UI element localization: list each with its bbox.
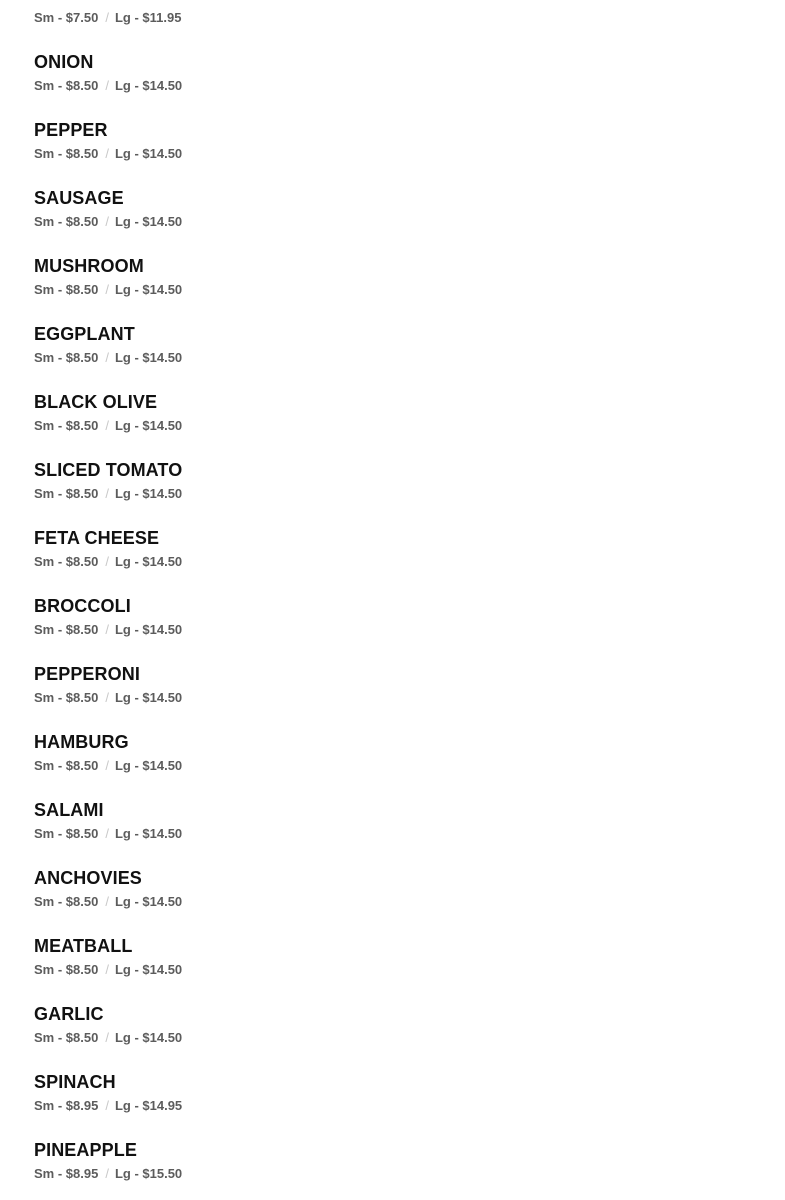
price-separator: / [105,282,109,297]
menu-item-prices [34,826,182,842]
price-separator: / [105,758,109,773]
small-price: Sm - $8.50 [34,690,99,705]
menu-item-name: PEPPERONI [34,664,140,684]
menu-item-name: FETA CHEESE [34,528,160,548]
large-price: Lg - $14.50 [114,418,183,433]
large-price: Lg - $14.50 [114,758,183,773]
menu-item-salami [34,792,754,860]
small-price: Sm - $8.50 [34,758,99,773]
menu-item-spinach [34,1064,754,1132]
price-separator: / [105,962,109,977]
menu-item-prices [34,282,182,298]
large-price: Lg - $14.50 [114,214,183,229]
price-separator: / [105,1098,109,1113]
menu-item-name: SLICED TOMATO [34,460,183,480]
small-price: Sm - $8.95 [34,1098,99,1113]
menu-item-pepperoni [34,656,754,724]
menu-item-sausage [34,180,754,248]
menu-item-prices [34,10,181,26]
menu-item-prices [34,418,182,434]
menu-item-prices [34,962,182,978]
menu-item-name: SAUSAGE [34,188,124,208]
menu-item-name: MEATBALL [34,936,133,956]
menu-item [34,0,754,44]
large-price: Lg - $15.50 [114,1166,183,1181]
menu-item-sliced-tomato [34,452,754,520]
menu-item-prices [34,486,182,502]
price-separator: / [105,78,109,93]
menu-item-prices [34,894,182,910]
price-separator: / [105,1166,109,1181]
large-price: Lg - $14.50 [114,282,183,297]
menu-item-name: MUSHROOM [34,256,144,276]
menu-item-name: HAMBURG [34,732,129,752]
price-separator: / [105,690,109,705]
large-price: Lg - $14.50 [114,826,183,841]
menu-item-prices [34,622,182,638]
menu-item-prices [34,78,182,94]
menu-item-mushroom [34,248,754,316]
large-price: Lg - $14.50 [114,690,183,705]
menu-item-name: BLACK OLIVE [34,392,158,412]
small-price: Sm - $8.50 [34,894,99,909]
small-price: Sm - $7.50 [34,10,99,25]
menu-item-name: GARLIC [34,1004,104,1024]
small-price: Sm - $8.50 [34,78,99,93]
menu-item-name: PEPPER [34,120,108,140]
small-price: Sm - $8.50 [34,486,99,501]
small-price: Sm - $8.50 [34,554,99,569]
menu-item-black-olive [34,384,754,452]
small-price: Sm - $8.50 [34,826,99,841]
price-separator: / [105,350,109,365]
menu-item-meatball [34,928,754,996]
menu-item-name: PINEAPPLE [34,1140,137,1160]
small-price: Sm - $8.50 [34,1030,99,1045]
price-separator: / [105,1030,109,1045]
menu-item-prices [34,1166,182,1182]
menu-item-broccoli [34,588,754,656]
menu-item-hamburg [34,724,754,792]
price-separator: / [105,826,109,841]
large-price: Lg - $14.50 [114,622,183,637]
large-price: Lg - $14.50 [114,894,183,909]
menu-item-prices [34,214,182,230]
large-price: Lg - $14.50 [114,962,183,977]
price-separator: / [105,894,109,909]
menu-item-prices [34,1030,182,1046]
topping-menu-list [34,0,754,1200]
menu-item-prices [34,146,182,162]
menu-item-prices [34,350,182,366]
menu-item-prices [34,1098,182,1114]
small-price: Sm - $8.50 [34,146,99,161]
menu-item-name: BROCCOLI [34,596,131,616]
menu-item-pineapple [34,1132,754,1200]
small-price: Sm - $8.50 [34,962,99,977]
large-price: Lg - $14.95 [114,1098,183,1113]
menu-item-feta-cheese [34,520,754,588]
price-separator: / [105,622,109,637]
price-separator: / [105,554,109,569]
menu-item-prices [34,554,182,570]
small-price: Sm - $8.50 [34,622,99,637]
menu-item-prices [34,758,182,774]
large-price: Lg - $14.50 [114,486,183,501]
price-separator: / [105,10,109,25]
menu-item-name: ANCHOVIES [34,868,142,888]
menu-item-pepper [34,112,754,180]
price-separator: / [105,486,109,501]
small-price: Sm - $8.50 [34,418,99,433]
small-price: Sm - $8.50 [34,282,99,297]
menu-item-name: SALAMI [34,800,104,820]
price-separator: / [105,418,109,433]
menu-item-eggplant [34,316,754,384]
menu-item-prices [34,690,182,706]
large-price: Lg - $14.50 [114,78,183,93]
menu-item-onion [34,44,754,112]
small-price: Sm - $8.95 [34,1166,99,1181]
price-separator: / [105,214,109,229]
price-separator: / [105,146,109,161]
large-price: Lg - $14.50 [114,1030,183,1045]
menu-item-garlic [34,996,754,1064]
large-price: Lg - $14.50 [114,146,183,161]
large-price: Lg - $11.95 [114,10,182,25]
large-price: Lg - $14.50 [114,554,183,569]
menu-item-name: ONION [34,52,94,72]
menu-item-anchovies [34,860,754,928]
small-price: Sm - $8.50 [34,214,99,229]
large-price: Lg - $14.50 [114,350,183,365]
small-price: Sm - $8.50 [34,350,99,365]
menu-item-name: EGGPLANT [34,324,135,344]
menu-item-name: SPINACH [34,1072,116,1092]
